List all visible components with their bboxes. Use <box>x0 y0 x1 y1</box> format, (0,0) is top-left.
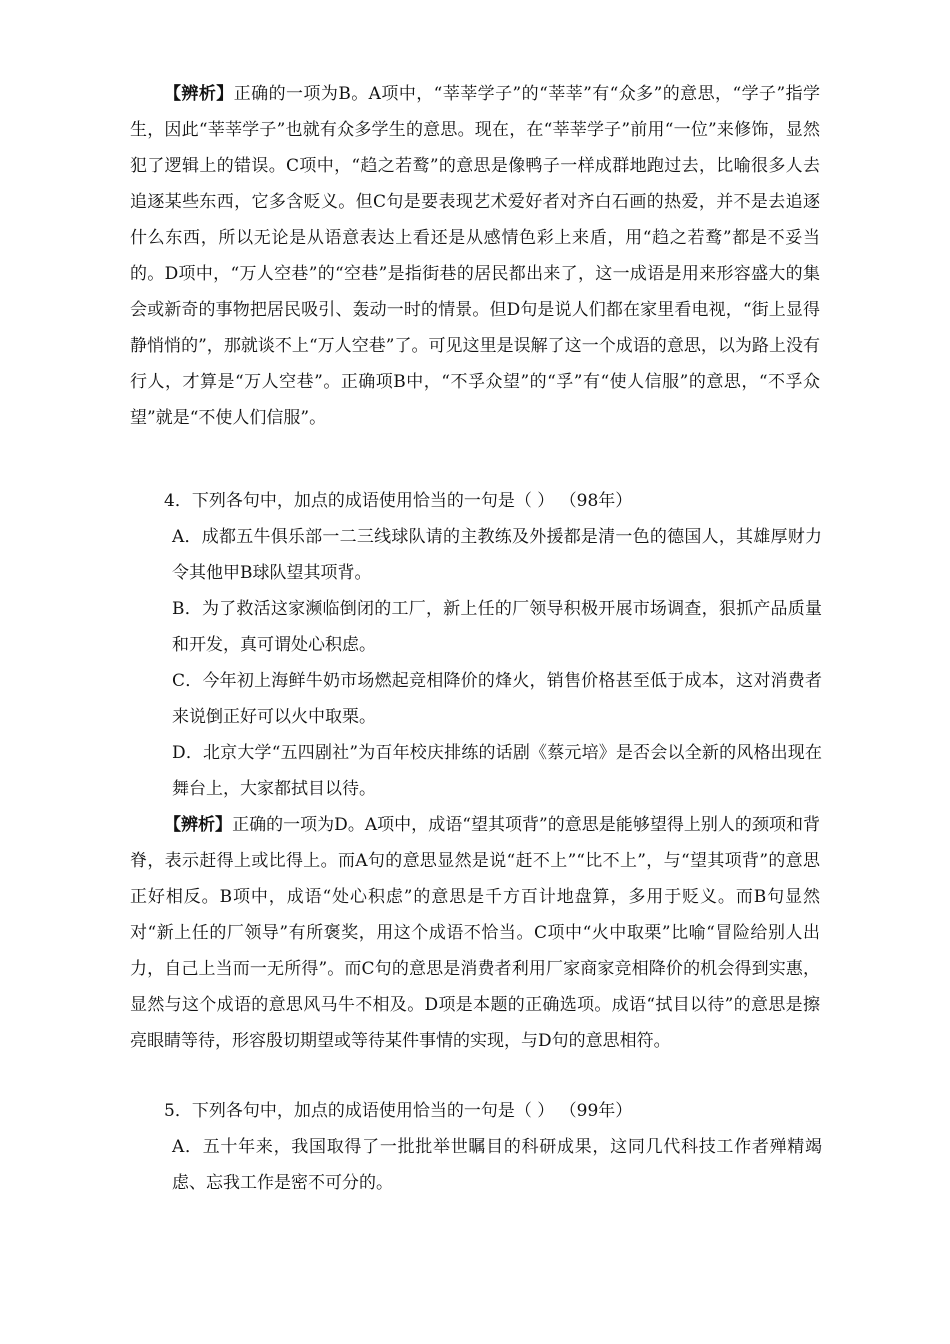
question-4-option-a: A．成都五牛俱乐部一二三线球队请的主教练及外援都是清一色的德国人，其雄厚财力令其他甲B球队望其项背。 <box>172 527 822 583</box>
analysis-text: 正确的一项为B。A项中，“莘莘学子”的“莘莘”有“众多”的意思，“学子”指学生，因此“莘莘学子”也就有众多学生的意思。现在，在“莘莘学子”前用“一位”来修饰，显然犯了逻辑上的错误。C项中，“趋之若鹜”的意思是像鸭子一样成群地跑过去，比喻很多人去追逐某些东西，它多含贬义。但C句是要表现艺术爱好者对齐白石画的热爱，并不是去追逐什么东西，所以无论是从语意表达上看还是从感情色彩上来盾，用“趋之若鹜”都是不妥当的。D项中，“万人空巷”的“空巷”是指街巷的居民都出来了，这一成语是用来形容盛大的集会或新奇的事物把居民吸引、轰动一时的情景。但D句是说人们都在家里看电视，“街上显得静悄悄的”，那就谈不上“万人空巷”了。可见这里是误解了这一个成语的意思，以为路上没有行人，才算是“万人空巷”。正确项B中，“不孚众望”的“孚”有“使人信服”的意思，“不孚众望”就是“不使人们信服”。 <box>130 84 821 428</box>
question-4-stem: 4．下列各句中，加点的成语使用恰当的一句是（ ） （98年） <box>164 491 633 511</box>
analysis-text: 正确的一项为D。A项中，成语“望其项背”的意思是能够望得上别人的颈项和背脊，表示赶得上或比得上。而A句的意思显然是说“赶不上”“比不上”，与“望其项背”的意思正好相反。B项中，成语“处心积虑”的意思是千方百计地盘算，多用于贬义。而B句显然对“新上任的厂领导”有所褒奖，用这个成语不恰当。C项中“火中取栗”比喻“冒险给别人出力，自己上当而一无所得”。而C句的意思是消费者利用厂家商家竞相降价的机会得到实惠，显然与这个成语的意思风马牛不相及。D项是本题的正确选项。成语“拭目以待”的意思是擦亮眼睛等待，形容殷切期望或等待某件事情的实现，与D句的意思相符。 <box>130 815 820 1051</box>
question-4-option-c: C．今年初上海鲜牛奶市场燃起竞相降价的烽火，销售价格甚至低于成本，这对消费者来说倒正好可以火中取栗。 <box>172 671 822 727</box>
analysis-paragraph-1 <box>130 76 820 436</box>
analysis-tag: 【辨析】 <box>164 84 234 104</box>
question-4-option-d: D．北京大学“五四剧社”为百年校庆排练的话剧《蔡元培》是否会以全新的风格出现在舞台上，大家都拭目以待。 <box>172 743 822 799</box>
analysis-tag: 【辨析】 <box>164 815 233 835</box>
analysis-paragraph-2 <box>130 807 820 1059</box>
question-5-option-a: A．五十年来，我国取得了一批批举世瞩目的科研成果，这同几代科技工作者殚精竭虑、忘我工作是密不可分的。 <box>172 1137 822 1193</box>
question-4-option-b: B．为了救活这家濒临倒闭的工厂，新上任的厂领导积极开展市场调查，狠抓产品质量和开发，真可谓处心积虑。 <box>172 599 822 655</box>
question-5-stem: 5．下列各句中，加点的成语使用恰当的一句是（ ） （99年） <box>164 1101 633 1121</box>
